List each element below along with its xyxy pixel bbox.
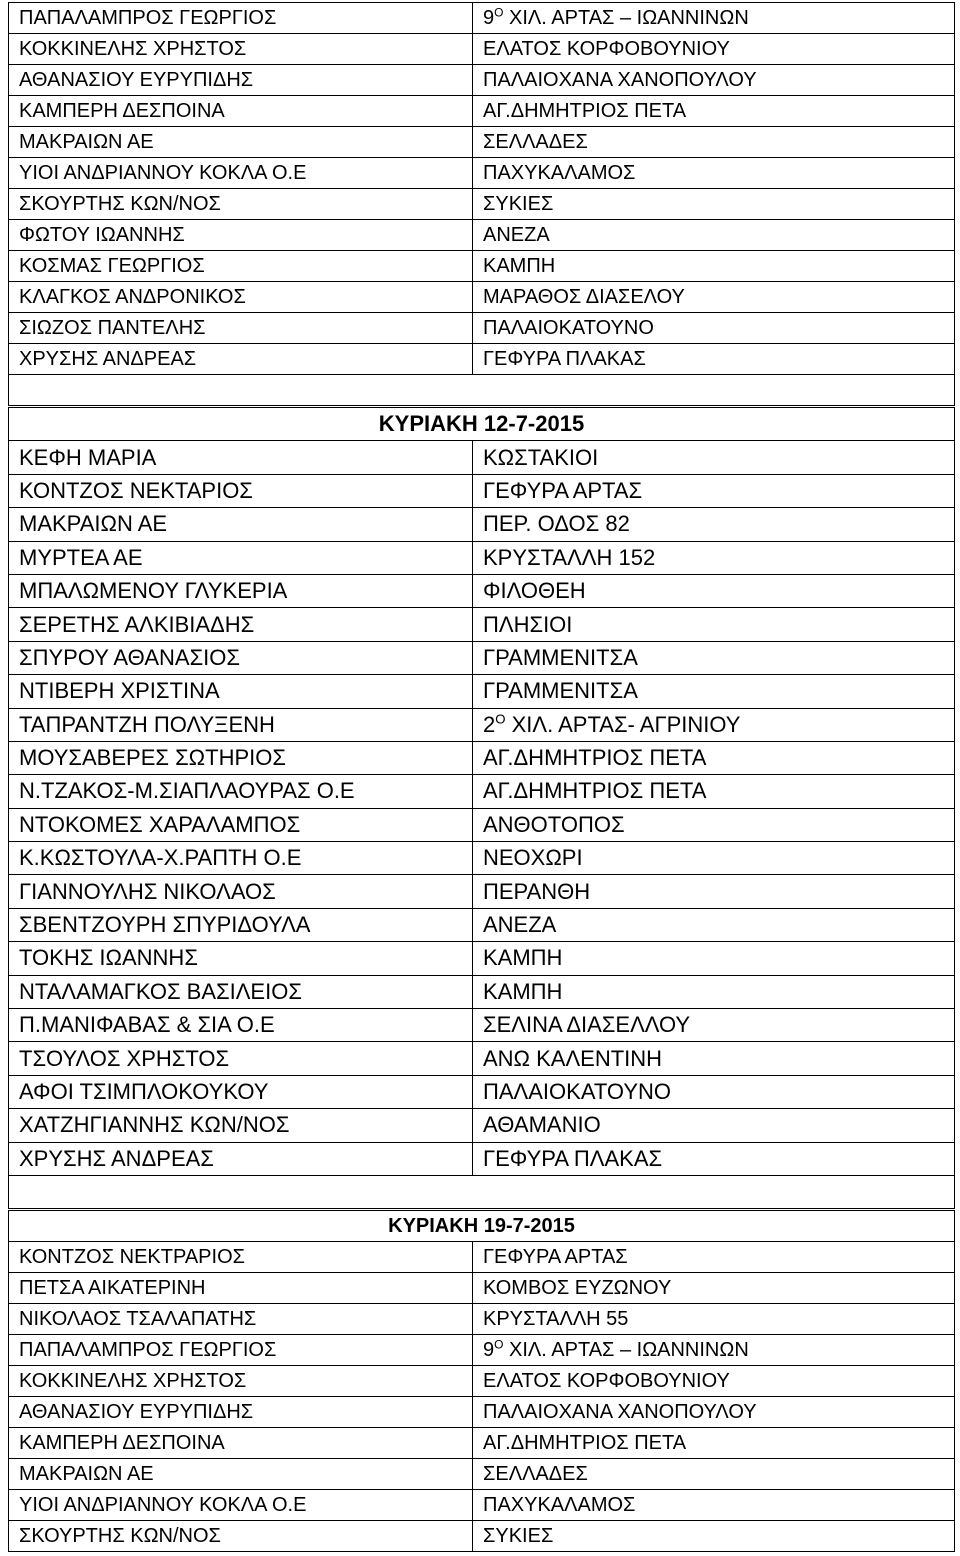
- location-cell: ΠΑΛΑΙΟΧΑΝΑ ΧΑΝΟΠΟΥΛΟΥ: [473, 65, 955, 96]
- location-cell: ΓΕΦΥΡΑ ΠΛΑΚΑΣ: [473, 344, 955, 375]
- table-row: [9, 34, 955, 65]
- table-row: [9, 775, 955, 808]
- location-cell: ΕΛΑΤΟΣ ΚΟΡΦΟΒΟΥΝΙΟΥ: [473, 1366, 955, 1397]
- table-row: [9, 842, 955, 875]
- location-superscript: Ο: [495, 711, 506, 727]
- spacer-row: [9, 375, 955, 406]
- business-name-cell: ΚΟΝΤΖΟΣ ΝΕΚΤΡΑΡΙΟΣ: [9, 1242, 473, 1273]
- business-name-cell: ΣΠΥΡΟΥ ΑΘΑΝΑΣΙΟΣ: [9, 641, 473, 674]
- location-cell: ΠΕΡΑΝΘΗ: [473, 875, 955, 908]
- table-row: [9, 1109, 955, 1142]
- table-row: [9, 942, 955, 975]
- table-row: [9, 158, 955, 189]
- table-row: [9, 675, 955, 708]
- date-heading: ΚΥΡΙΑΚΗ 19-7-2015: [9, 1211, 955, 1242]
- business-name-cell: ΚΟΣΜΑΣ ΓΕΩΡΓΙΟΣ: [9, 251, 473, 282]
- business-name-cell: Ν.ΤΖΑΚΟΣ-Μ.ΣΙΑΠΛΑΟΥΡΑΣ Ο.Ε: [9, 775, 473, 808]
- spacer-cell: [9, 375, 955, 406]
- schedule-body: [9, 3, 955, 375]
- table-row: [9, 127, 955, 158]
- location-cell: ΑΓ.ΔΗΜΗΤΡΙΟΣ ΠΕΤΑ: [473, 741, 955, 774]
- business-name-cell: ΚΑΜΠΕΡΗ ΔΕΣΠΟΙΝΑ: [9, 96, 473, 127]
- table-row: [9, 641, 955, 674]
- table-row: [9, 1397, 955, 1428]
- table-row: [9, 313, 955, 344]
- location-cell: ΠΑΛΑΙΟΚΑΤΟΥΝΟ: [473, 313, 955, 344]
- location-superscript: Ο: [494, 1336, 504, 1351]
- location-cell: ΠΕΡ. ΟΔΟΣ 82: [473, 508, 955, 541]
- business-name-cell: ΜΟΥΣΑΒΕΡΕΣ ΣΩΤΗΡΙΟΣ: [9, 741, 473, 774]
- location-cell: [473, 708, 955, 741]
- business-name-cell: ΣΒΕΝΤΖΟΥΡΗ ΣΠΥΡΙΔΟΥΛΑ: [9, 908, 473, 941]
- location-cell: ΕΛΑΤΟΣ ΚΟΡΦΟΒΟΥΝΙΟΥ: [473, 34, 955, 65]
- location-cell: ΠΑΧΥΚΑΛΑΜΟΣ: [473, 1490, 955, 1521]
- location-cell: ΑΝΕΖΑ: [473, 908, 955, 941]
- location-number: 2: [483, 711, 496, 737]
- table-row: [9, 1428, 955, 1459]
- business-name-cell: ΝΤΑΛΑΜΑΓΚΟΣ ΒΑΣΙΛΕΙΟΣ: [9, 975, 473, 1008]
- table-row: [9, 189, 955, 220]
- location-cell: ΓΕΦΥΡΑ ΑΡΤΑΣ: [473, 1242, 955, 1273]
- schedule-body: [9, 1242, 955, 1552]
- location-cell: ΚΑΜΠΗ: [473, 942, 955, 975]
- location-cell: ΣΥΚΙΕΣ: [473, 1521, 955, 1552]
- location-cell: ΚΟΜΒΟΣ ΕΥΖΩΝΟΥ: [473, 1273, 955, 1304]
- location-text: ΧΙΛ. ΑΡΤΑΣ – ΙΩΑΝΝΙΝΩΝ: [503, 1338, 749, 1361]
- business-name-cell: ΠΑΠΑΛΑΜΠΡΟΣ ΓΕΩΡΓΙΟΣ: [9, 3, 473, 34]
- business-name-cell: Κ.ΚΩΣΤΟΥΛΑ-Χ.ΡΑΠΤΗ Ο.Ε: [9, 842, 473, 875]
- location-cell: ΑΓ.ΔΗΜΗΤΡΙΟΣ ΠΕΤΑ: [473, 1428, 955, 1459]
- location-cell: ΣΕΛΛΑΔΕΣ: [473, 1459, 955, 1490]
- business-name-cell: ΚΕΦΗ ΜΑΡΙΑ: [9, 441, 473, 474]
- location-cell: ΓΕΦΥΡΑ ΠΛΑΚΑΣ: [473, 1142, 955, 1175]
- business-name-cell: ΤΣΟΥΛΟΣ ΧΡΗΣΤΟΣ: [9, 1042, 473, 1075]
- location-cell: [473, 1335, 955, 1366]
- table-row: [9, 541, 955, 574]
- location-text: ΧΙΛ. ΑΡΤΑΣ – ΙΩΑΝΝΙΝΩΝ: [503, 6, 749, 29]
- business-name-cell: ΝΙΚΟΛΑΟΣ ΤΣΑΛΑΠΑΤΗΣ: [9, 1304, 473, 1335]
- table-row: [9, 975, 955, 1008]
- location-cell: ΑΓ.ΔΗΜΗΤΡΙΟΣ ΠΕΤΑ: [473, 775, 955, 808]
- business-name-cell: ΥΙΟΙ ΑΝΔΡΙΑΝΝΟΥ ΚΟΚΛΑ Ο.Ε: [9, 158, 473, 189]
- business-name-cell: ΣΕΡΕΤΗΣ ΑΛΚΙΒΙΑΔΗΣ: [9, 608, 473, 641]
- business-name-cell: ΝΤΙΒΕΡΗ ΧΡΙΣΤΙΝΑ: [9, 675, 473, 708]
- table-row: [9, 1521, 955, 1552]
- spacer-row: [9, 1175, 955, 1208]
- table-row: [9, 251, 955, 282]
- table-row: [9, 908, 955, 941]
- location-cell: ΝΕΟΧΩΡΙ: [473, 842, 955, 875]
- location-cell: ΑΓ.ΔΗΜΗΤΡΙΟΣ ΠΕΤΑ: [473, 96, 955, 127]
- location-cell: ΠΑΛΑΙΟΚΑΤΟΥΝΟ: [473, 1075, 955, 1108]
- business-name-cell: ΑΦΟΙ ΤΣΙΜΠΛΟΚΟΥΚΟΥ: [9, 1075, 473, 1108]
- table-row: [9, 1335, 955, 1366]
- date-heading-row: [9, 408, 955, 441]
- business-name-cell: ΚΑΜΠΕΡΗ ΔΕΣΠΟΙΝΑ: [9, 1428, 473, 1459]
- business-name-cell: ΜΠΑΛΩΜΕΝΟΥ ΓΛΥΚΕΡΙΑ: [9, 574, 473, 607]
- table-row: [9, 344, 955, 375]
- location-number: 9: [483, 1338, 495, 1361]
- location-cell: ΑΝΘΟΤΟΠΟΣ: [473, 808, 955, 841]
- location-number: 9: [483, 6, 495, 29]
- location-cell: ΚΡΥΣΤΑΛΛΗ 55: [473, 1304, 955, 1335]
- table-row: [9, 1304, 955, 1335]
- business-name-cell: ΜΥΡΤΕΑ ΑΕ: [9, 541, 473, 574]
- location-cell: [473, 3, 955, 34]
- business-name-cell: ΣΙΩΖΟΣ ΠΑΝΤΕΛΗΣ: [9, 313, 473, 344]
- business-name-cell: ΠΕΤΣΑ ΑΙΚΑΤΕΡΙΝΗ: [9, 1273, 473, 1304]
- location-cell: ΓΡΑΜΜΕΝΙΤΣΑ: [473, 675, 955, 708]
- business-name-cell: ΝΤΟΚΟΜΕΣ ΧΑΡΑΛΑΜΠΟΣ: [9, 808, 473, 841]
- table-row: [9, 741, 955, 774]
- table-row: [9, 1242, 955, 1273]
- location-cell: ΚΑΜΠΗ: [473, 975, 955, 1008]
- business-name-cell: ΧΡΥΣΗΣ ΑΝΔΡΕΑΣ: [9, 344, 473, 375]
- date-heading: ΚΥΡΙΑΚΗ 12-7-2015: [9, 408, 955, 441]
- business-name-cell: ΣΚΟΥΡΤΗΣ ΚΩΝ/ΝΟΣ: [9, 189, 473, 220]
- business-name-cell: ΜΑΚΡΑΙΩΝ ΑΕ: [9, 1459, 473, 1490]
- business-name-cell: ΥΙΟΙ ΑΝΔΡΙΑΝΝΟΥ ΚΟΚΛΑ Ο.Ε: [9, 1490, 473, 1521]
- location-cell: ΑΝΕΖΑ: [473, 220, 955, 251]
- location-cell: ΦΙΛΟΘΕΗ: [473, 574, 955, 607]
- location-cell: ΚΩΣΤΑΚΙΟΙ: [473, 441, 955, 474]
- business-name-cell: ΤΑΠΡΑΝΤΖΗ ΠΟΛΥΞΕΝΗ: [9, 708, 473, 741]
- location-cell: ΣΕΛΛΑΔΕΣ: [473, 127, 955, 158]
- table-row: [9, 808, 955, 841]
- table-row: [9, 1142, 955, 1175]
- business-name-cell: ΜΑΚΡΑΙΩΝ ΑΕ: [9, 127, 473, 158]
- business-name-cell: ΑΘΑΝΑΣΙΟΥ ΕΥΡΥΠΙΔΗΣ: [9, 65, 473, 96]
- table-row: [9, 1009, 955, 1042]
- table-row: [9, 96, 955, 127]
- business-name-cell: Π.ΜΑΝΙΦΑΒΑΣ & ΣΙΑ Ο.Ε: [9, 1009, 473, 1042]
- location-cell: ΠΑΛΑΙΟΧΑΝΑ ΧΑΝΟΠΟΥΛΟΥ: [473, 1397, 955, 1428]
- table-row: [9, 3, 955, 34]
- table-row: [9, 474, 955, 507]
- business-name-cell: ΑΘΑΝΑΣΙΟΥ ΕΥΡΥΠΙΔΗΣ: [9, 1397, 473, 1428]
- business-name-cell: ΚΛΑΓΚΟΣ ΑΝΔΡΟΝΙΚΟΣ: [9, 282, 473, 313]
- business-name-cell: ΣΚΟΥΡΤΗΣ ΚΩΝ/ΝΟΣ: [9, 1521, 473, 1552]
- location-cell: ΚΡΥΣΤΑΛΛΗ 152: [473, 541, 955, 574]
- location-text: ΧΙΛ. ΑΡΤΑΣ- ΑΓΡΙΝΙΟΥ: [505, 711, 741, 737]
- table-row: [9, 708, 955, 741]
- table-row: [9, 220, 955, 251]
- business-name-cell: ΧΡΥΣΗΣ ΑΝΔΡΕΑΣ: [9, 1142, 473, 1175]
- table-row: [9, 608, 955, 641]
- business-name-cell: ΜΑΚΡΑΙΩΝ ΑΕ: [9, 508, 473, 541]
- table-row: [9, 1273, 955, 1304]
- business-name-cell: ΠΑΠΑΛΑΜΠΡΟΣ ΓΕΩΡΓΙΟΣ: [9, 1335, 473, 1366]
- business-name-cell: ΚΟΝΤΖΟΣ ΝΕΚΤΑΡΙΟΣ: [9, 474, 473, 507]
- location-cell: ΑΘΑΜΑΝΙΟ: [473, 1109, 955, 1142]
- location-cell: ΚΑΜΠΗ: [473, 251, 955, 282]
- business-name-cell: ΧΑΤΖΗΓΙΑΝΝΗΣ ΚΩΝ/ΝΟΣ: [9, 1109, 473, 1142]
- business-name-cell: ΓΙΑΝΝΟΥΛΗΣ ΝΙΚΟΛΑΟΣ: [9, 875, 473, 908]
- business-name-cell: ΤΟΚΗΣ ΙΩΑΝΝΗΣ: [9, 942, 473, 975]
- schedule-body: [9, 441, 955, 1176]
- table-row: [9, 508, 955, 541]
- table-row: [9, 1459, 955, 1490]
- location-superscript: Ο: [494, 4, 504, 19]
- location-cell: ΠΛΗΣΙΟΙ: [473, 608, 955, 641]
- location-cell: ΣΥΚΙΕΣ: [473, 189, 955, 220]
- table-row: [9, 65, 955, 96]
- location-cell: ΣΕΛΙΝΑ ΔΙΑΣΕΛΛΟΥ: [473, 1009, 955, 1042]
- table-row: [9, 282, 955, 313]
- business-name-cell: ΦΩΤΟΥ ΙΩΑΝΝΗΣ: [9, 220, 473, 251]
- schedule-table-19-7-2015: [8, 1210, 955, 1552]
- location-cell: ΠΑΧΥΚΑΛΑΜΟΣ: [473, 158, 955, 189]
- table-row: [9, 1366, 955, 1397]
- business-name-cell: ΚΟΚΚΙΝΕΛΗΣ ΧΡΗΣΤΟΣ: [9, 34, 473, 65]
- schedule-table-12-7-2015: [8, 407, 955, 1209]
- table-row: [9, 1490, 955, 1521]
- location-cell: ΓΕΦΥΡΑ ΑΡΤΑΣ: [473, 474, 955, 507]
- table-row: [9, 875, 955, 908]
- schedule-table-continued: [8, 2, 955, 406]
- table-row: [9, 441, 955, 474]
- date-heading-row: [9, 1211, 955, 1242]
- business-name-cell: ΚΟΚΚΙΝΕΛΗΣ ΧΡΗΣΤΟΣ: [9, 1366, 473, 1397]
- location-cell: ΓΡΑΜΜΕΝΙΤΣΑ: [473, 641, 955, 674]
- location-cell: ΑΝΩ ΚΑΛΕΝΤΙΝΗ: [473, 1042, 955, 1075]
- table-row: [9, 574, 955, 607]
- spacer-cell: [9, 1175, 955, 1208]
- table-row: [9, 1075, 955, 1108]
- location-cell: ΜΑΡΑΘΟΣ ΔΙΑΣΕΛΟΥ: [473, 282, 955, 313]
- table-row: [9, 1042, 955, 1075]
